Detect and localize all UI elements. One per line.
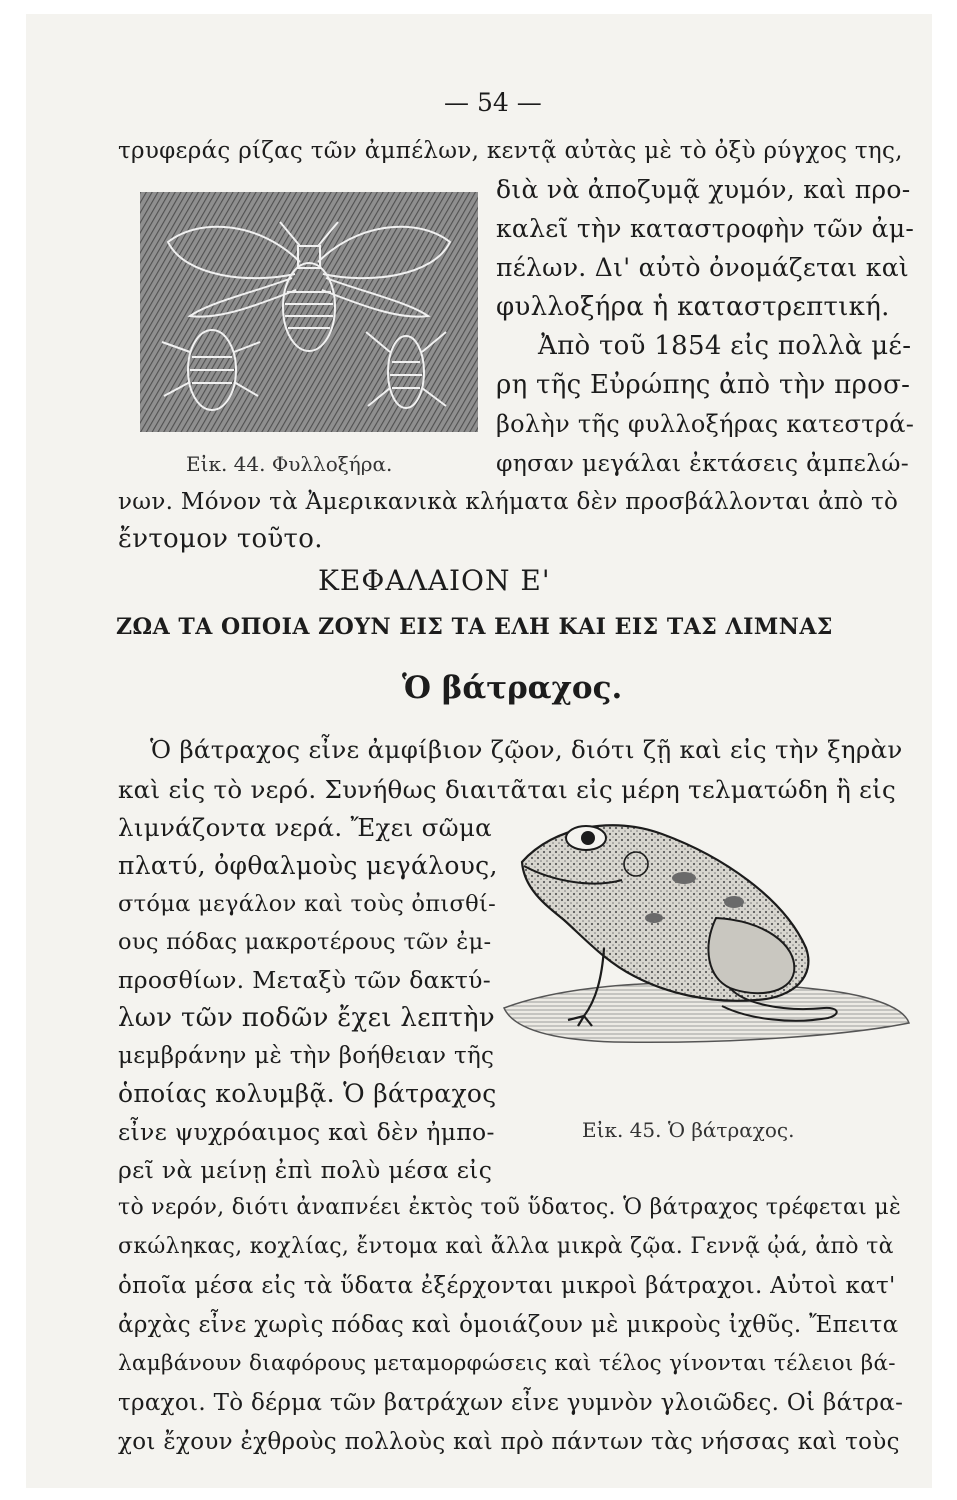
text-line: σκώληκας, κοχλίας, ἔντομα καὶ ἄλλα μικρὰ ζῷα. Γεννᾷ ᾠά, ἀπὸ τὰ [118,1234,894,1259]
text-line: φησαν μεγάλαι ἐκτάσεις ἀμπελώ- [496,449,909,477]
frog-illustration [494,808,912,1120]
text-line: λαμβάνουν διαφόρους μεταμορφώσεις καὶ τέλος γίνονται τέλειοι βά- [118,1351,896,1376]
text-line: διὰ νὰ ἀποζυμᾷ χυμόν, καὶ προ- [496,175,911,204]
text-line: πλατύ, ὀφθαλμοὺς μεγάλους, [118,851,498,880]
text-line: εἶνε ψυχρόαιμος καὶ δὲν ἠμπο- [118,1118,495,1146]
text-line: ἀρχὰς εἶνε χωρὶς πόδας καὶ ὁμοιάζουν μὲ μικροὺς ἰχθῦς. Ἔπειτα [118,1312,899,1338]
text-line: λων τῶν ποδῶν ἔχει λεπτὴν [118,1003,496,1033]
section-title: Ὁ βάτραχος. [402,670,623,706]
text-line: φυλλοξήρα ἡ καταστρεπτική. [496,292,890,322]
phylloxera-illustration [140,192,478,432]
figure-caption: Εἰκ. 44. Φυλλοξήρα. [186,452,393,476]
text-line: πέλων. Δι' αὐτὸ ὀνομάζεται καὶ [496,253,909,282]
text-line: ρη τῆς Εὐρώπης ἀπὸ τὴν προσ- [496,370,911,400]
chapter-subtitle: ΖΩΑ ΤΑ ΟΠΟΙΑ ΖΟΥΝ ΕΙΣ ΤΑ ΕΛΗ ΚΑΙ ΕΙΣ ΤΑΣ ΛΙΜΝΑΣ [116,614,833,640]
chapter-title: ΚΕΦΑΛΑΙΟΝ Ε' [318,564,551,597]
text-line: τραχοι. Τὸ δέρμα τῶν βατράχων εἶνε γυμνὸν γλοιῶδες. Οἱ βάτρα- [118,1390,904,1416]
text-line: Ἀπὸ τοῦ 1854 εἰς πολλὰ μέ- [538,331,912,361]
text-line: ἔντομον τοῦτο. [118,524,323,554]
text-line: νων. Μόνον τὰ Ἀμερικανικὰ κλήματα δὲν προσβάλλονται ἀπὸ τὸ [118,489,899,515]
text-line: μεμβράνην μὲ τὴν βοήθειαν τῆς [118,1043,495,1069]
text-line: βολὴν τῆς φυλλοξήρας κατεστρά- [496,410,915,438]
text-line: Ὁ βάτραχος εἶνε ἀμφίβιον ζῷον, διότι ζῇ καὶ εἰς τὴν ξηρὰν [150,735,903,764]
text-line: στόμα μεγάλον καὶ τοὺς ὀπισθί- [118,891,497,917]
text-line: χοι ἔχουν ἐχθροὺς πολλοὺς καὶ πρὸ πάντων τὰς νήσσας καὶ τοὺς [118,1429,900,1455]
text-line: τὸ νερόν, διότι ἀναπνέει ἐκτὸς τοῦ ὕδατος. Ὁ βάτραχος τρέφεται μὲ [118,1195,902,1220]
text-line: καὶ εἰς τὸ νερό. Συνήθως διαιτᾶται εἰς μέρη τελματώδη ἢ εἰς [118,775,897,804]
figure-caption: Εἰκ. 45. Ὁ βάτραχος. [582,1118,795,1142]
text-line: λιμνάζοντα νερά. Ἔχει σῶμα [118,813,493,842]
text-line: ους πόδας μακροτέρους τῶν ἐμ- [118,929,492,955]
text-line: ὁποίας κολυμβᾷ. Ὁ βάτραχος [118,1079,497,1108]
text-line: ρεῖ νὰ μείνῃ ἐπὶ πολὺ μέσα εἰς [118,1156,493,1184]
text-line: τρυφεράς ρίζας τῶν ἀμπέλων, κεντᾷ αὐτὰς μὲ τὸ ὀξὺ ρύγχος της, [118,138,903,164]
text-line: προσθίων. Μεταξὺ τῶν δακτύ- [118,966,491,994]
page-number: — 54 — [444,88,542,117]
text-line: ὁποῖα μέσα εἰς τὰ ὕδατα ἐξέρχονται μικροὶ βάτραχοι. Αὐτοὶ κατ' [118,1273,896,1299]
text-line: καλεῖ τὴν καταστροφὴν τῶν ἀμ- [496,214,915,243]
